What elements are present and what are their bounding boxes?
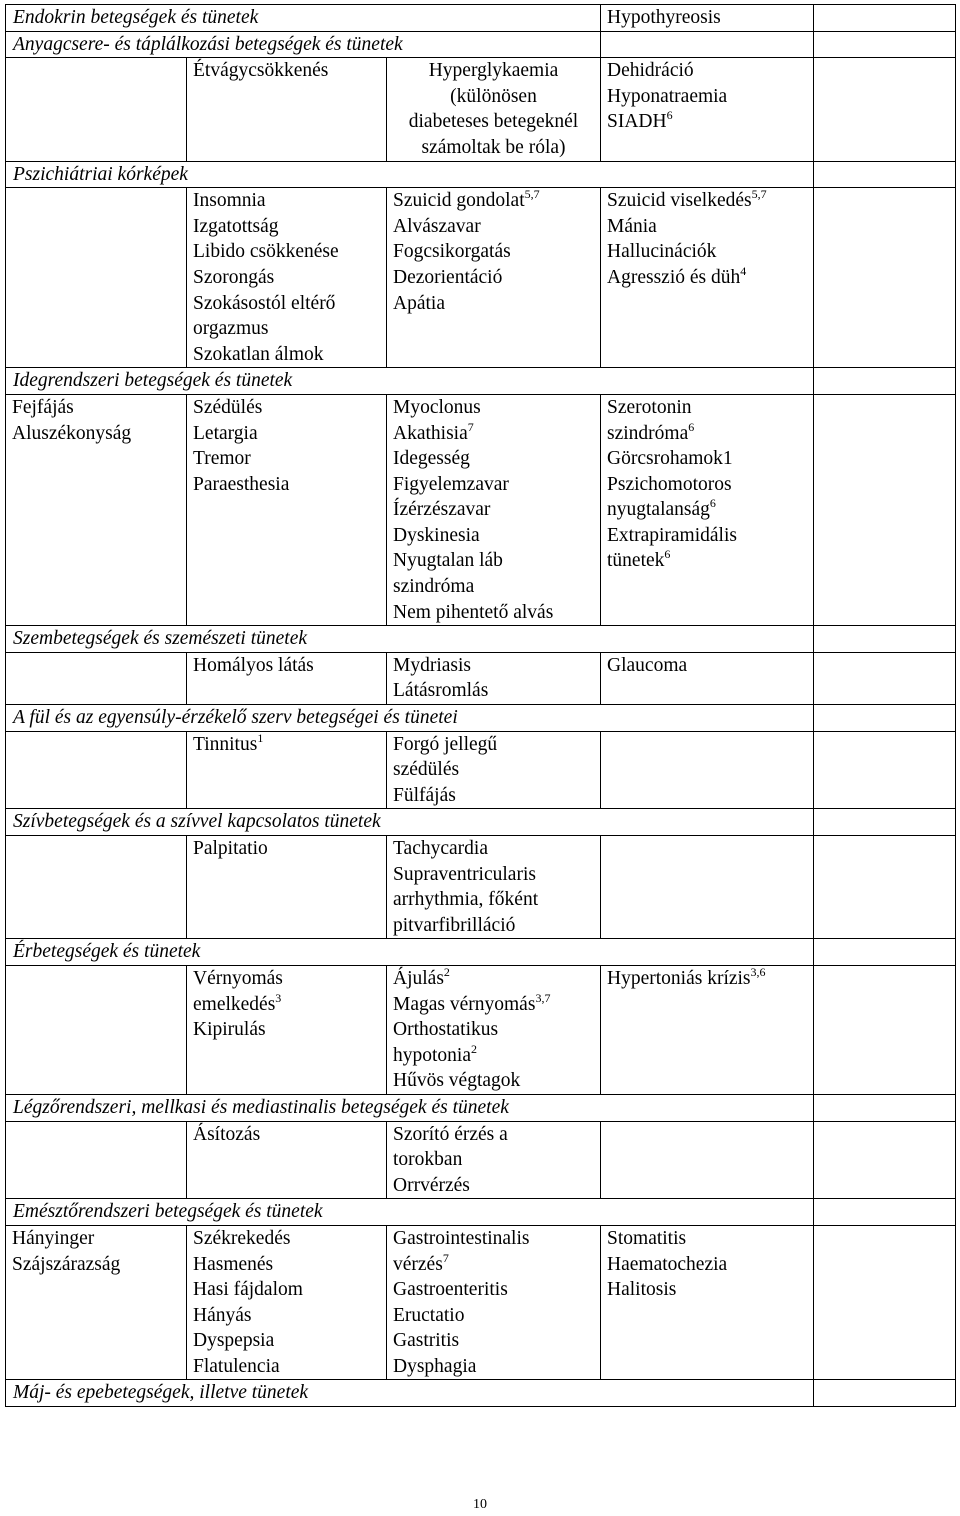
data-row (6, 58, 956, 161)
section-title: Emésztőrendszeri betegségek és tünetek (6, 1199, 814, 1226)
empty-cell (601, 31, 814, 58)
empty-cell (814, 394, 956, 625)
cell-col-1 (187, 652, 387, 704)
section-row (6, 161, 956, 188)
table-line (393, 1043, 594, 1069)
data-row (6, 731, 956, 809)
line-text: hypotonia (393, 1044, 471, 1066)
cell-col-2 (387, 965, 601, 1094)
data-row (6, 652, 956, 704)
table-line (393, 992, 594, 1018)
empty-cell (814, 368, 956, 395)
section-title: Endokrin betegségek és tünetek (6, 5, 601, 32)
table-line: Szerotonin (607, 396, 692, 418)
table-line (607, 421, 807, 447)
cell-col-0 (6, 836, 187, 939)
section-row (6, 705, 956, 732)
cell-col-1 (187, 731, 387, 809)
table-line: Étvágycsökkenés (193, 60, 329, 82)
table-line: Szorongás (193, 266, 275, 288)
section-title: Anyagcsere- és táplálkozási betegségek és tünetek (6, 31, 601, 58)
cell-col-3 (601, 1225, 814, 1380)
page-number: 10 (473, 1497, 487, 1512)
table-line: Paraesthesia (193, 473, 290, 495)
section-row (6, 809, 956, 836)
table-line (393, 421, 594, 447)
empty-cell (814, 31, 956, 58)
empty-cell (814, 1380, 956, 1407)
table-line: Fülfájás (393, 784, 456, 806)
table-line: Tremor (193, 448, 251, 470)
table-line: Szorító érzés a (393, 1123, 508, 1145)
cell-col-0 (6, 1121, 187, 1199)
table-line: Fejfájás (12, 396, 74, 418)
adverse-effects-table (5, 4, 956, 1407)
footnote-ref: 6 (688, 419, 695, 434)
empty-cell (814, 626, 956, 653)
line-text: SIADH (607, 111, 667, 133)
table-line: diabeteses betegeknél (408, 111, 579, 133)
table-line (607, 966, 807, 992)
table-line: Insomnia (193, 190, 266, 212)
footnote-ref: 2 (443, 964, 450, 979)
table-line: Figyelemzavar (393, 473, 509, 495)
table-line: Szokatlan álmok (193, 343, 324, 365)
table-line: Fogcsikorgatás (393, 241, 511, 263)
data-row (6, 836, 956, 939)
table-line: arrhythmia, főként (393, 889, 539, 911)
line-text: emelkedés (193, 993, 276, 1015)
line-text: Akathisia (393, 422, 468, 444)
footnote-ref: 5,7 (751, 187, 767, 202)
empty-cell (814, 161, 956, 188)
line-text: nyugtalanság (607, 499, 710, 521)
table-line: Dyskinesia (393, 524, 480, 546)
table-line: (különösen (450, 85, 537, 107)
empty-cell (814, 705, 956, 732)
footnote-ref: 6 (666, 108, 673, 123)
table-line: Görcsrohamok1 (607, 448, 733, 470)
table-line: Gastritis (393, 1330, 460, 1352)
empty-cell (814, 1199, 956, 1226)
line-text: szindróma (607, 422, 689, 444)
table-line: Kipirulás (193, 1019, 266, 1041)
empty-cell (814, 1225, 956, 1380)
table-line: Hyponatraemia (607, 85, 728, 107)
table-line (607, 265, 807, 291)
section-row (6, 939, 956, 966)
section-row (6, 1199, 956, 1226)
footnote-ref: 5,7 (524, 187, 540, 202)
footnote-ref: 7 (467, 419, 474, 434)
footnote-ref: 3,6 (750, 964, 766, 979)
table-line: Letargia (193, 422, 258, 444)
line-text: Ájulás (393, 967, 444, 989)
table-line: Libido csökkenése (193, 241, 339, 263)
section-row (6, 368, 956, 395)
cell-col-3 (601, 652, 814, 704)
table-line (393, 188, 594, 214)
line-text: Szuicid gondolat (393, 190, 525, 212)
line-text: Tinnitus (193, 733, 258, 755)
footnote-ref: 6 (664, 547, 671, 562)
cell-col-0 (6, 1225, 187, 1380)
cell-col-3 (601, 394, 814, 625)
table-line: Aluszékonyság (12, 422, 132, 444)
table-line: Eructatio (393, 1304, 465, 1326)
data-row (6, 188, 956, 368)
cell-col-3 (601, 731, 814, 809)
data-row (6, 394, 956, 625)
table-line: Orthostatikus (393, 1019, 499, 1041)
cell-col-2 (387, 394, 601, 625)
footnote-ref: 3 (275, 990, 282, 1005)
table-line (607, 497, 807, 523)
table-line (393, 1252, 594, 1278)
section-row (6, 31, 956, 58)
table-line: Izgatottság (193, 215, 279, 237)
table-line: Orrvérzés (393, 1174, 470, 1196)
cell-col-0 (6, 394, 187, 625)
line-text: tünetek (607, 550, 665, 572)
cell-col-1 (187, 1225, 387, 1380)
empty-cell (814, 731, 956, 809)
cell-col-0 (6, 731, 187, 809)
empty-cell (814, 188, 956, 368)
table-line: Nyugtalan láb (393, 550, 503, 572)
cell-col-3 (601, 965, 814, 1094)
data-row (6, 1121, 956, 1199)
table-line (393, 966, 594, 992)
hypothyreosis-header: Hypothyreosis (607, 7, 721, 28)
empty-cell (814, 1094, 956, 1121)
cell-col-2 (387, 652, 601, 704)
table-line: Szédülés (193, 396, 263, 418)
table-line: szindróma (393, 576, 475, 598)
table-line: Hányinger (12, 1227, 95, 1249)
table-line: Homályos látás (193, 654, 314, 676)
table-line: Alvászavar (393, 215, 481, 237)
cell-col-2 (387, 1225, 601, 1380)
footnote-ref: 1 (257, 730, 264, 745)
cell-col-2 (387, 58, 601, 161)
table-line: Dyspepsia (193, 1330, 275, 1352)
empty-cell (814, 809, 956, 836)
table-line: Pszichomotoros (607, 473, 732, 495)
cell-col-3 (601, 1121, 814, 1199)
data-row (6, 1225, 956, 1380)
line-text: vérzés (393, 1253, 443, 1275)
empty-cell (814, 652, 956, 704)
table-line: szédülés (393, 759, 460, 781)
table-line: Tachycardia (393, 838, 488, 859)
section-title: Máj- és epebetegségek, illetve tünetek (6, 1380, 814, 1407)
table-line: Mydriasis (393, 654, 471, 676)
table-line: Székrekedés (193, 1227, 291, 1249)
cell-col-3 (601, 188, 814, 368)
table-line: Szokásostól eltérő (193, 292, 336, 314)
table-line: Supraventricularis (393, 863, 536, 885)
footnote-ref: 6 (709, 496, 716, 511)
cell-col-3 (601, 58, 814, 161)
table-line: pitvarfibrilláció (393, 914, 516, 936)
table-line: Hasmenés (193, 1253, 274, 1275)
cell-col-3 (601, 836, 814, 939)
section-row (6, 5, 956, 32)
section-row (6, 626, 956, 653)
line-text: Hypertoniás krízis (607, 967, 751, 989)
cell-col-0 (6, 652, 187, 704)
table-line: Idegesség (393, 448, 470, 470)
empty-cell (814, 58, 956, 161)
cell-col-0 (6, 965, 187, 1094)
table-line: Hányás (193, 1304, 252, 1326)
table-line: Hasi fájdalom (193, 1279, 303, 1301)
table-line: számoltak be róla) (421, 136, 566, 158)
section-title: Légzőrendszeri, mellkasi és mediastinalis betegségek és tünetek (6, 1094, 814, 1121)
table-line: Apátia (393, 292, 445, 314)
line-text: Agresszió és düh (607, 266, 741, 288)
footnote-ref: 2 (471, 1041, 477, 1056)
empty-cell (814, 836, 956, 939)
table-line: Haematochezia (607, 1253, 728, 1275)
table-line: Halitosis (607, 1279, 677, 1301)
table-line: Glaucoma (607, 654, 688, 676)
section-title: Szívbetegségek és a szívvel kapcsolatos tünetek (6, 809, 814, 836)
cell-col-1 (187, 58, 387, 161)
table-line: Forgó jellegű (393, 733, 498, 755)
table-line (193, 732, 380, 758)
section-title: A fül és az egyensúly-érzékelő szerv betegségei és tünetei (6, 705, 814, 732)
table-line: Hyperglykaemia (428, 60, 559, 82)
empty-cell (814, 939, 956, 966)
cell-col-2 (387, 836, 601, 939)
empty-cell (814, 1121, 956, 1199)
cell-col-1 (187, 188, 387, 368)
cell-col-2 (387, 731, 601, 809)
table-line: Myoclonus (393, 396, 481, 418)
table-line: Hallucinációk (607, 241, 717, 263)
section-title: Pszichiátriai kórképek (6, 161, 814, 188)
table-line: Nem pihentető alvás (393, 601, 554, 623)
section-row (6, 1380, 956, 1407)
table-line: torokban (393, 1149, 463, 1171)
section-title: Szembetegségek és szemészeti tünetek (6, 626, 814, 653)
cell-col-1 (187, 965, 387, 1094)
cell-col-0 (6, 188, 187, 368)
table-line: Vérnyomás (193, 967, 283, 989)
table-line: Flatulencia (193, 1355, 280, 1377)
table-line: Látásromlás (393, 680, 489, 702)
section-title: Érbetegségek és tünetek (6, 939, 814, 966)
table-line: Gastrointestinalis (393, 1227, 530, 1249)
cell-col-0 (6, 58, 187, 161)
hypo-header-cell (601, 5, 814, 32)
table-line (607, 188, 807, 214)
line-text: Szuicid viselkedés (607, 190, 752, 212)
table-line: Dezorientáció (393, 266, 503, 288)
empty-cell (814, 5, 956, 32)
table-line: Stomatitis (607, 1227, 687, 1249)
table-line: Szájszárazság (12, 1253, 121, 1275)
table-line: Mánia (607, 215, 657, 237)
table-body (6, 5, 956, 1407)
empty-cell (814, 965, 956, 1094)
table-line: orgazmus (193, 318, 269, 340)
section-title: Idegrendszeri betegségek és tünetek (6, 368, 814, 395)
footnote-ref: 4 (740, 263, 747, 278)
table-line: Gastroenteritis (393, 1279, 508, 1301)
cell-col-1 (187, 836, 387, 939)
footnote-ref: 7 (442, 1250, 449, 1265)
table-line: Extrapiramidális (607, 524, 737, 546)
cell-col-2 (387, 188, 601, 368)
table-line: Dehidráció (607, 60, 694, 82)
table-line: Dysphagia (393, 1355, 477, 1377)
table-line (607, 109, 807, 135)
table-line (607, 548, 807, 574)
cell-col-1 (187, 1121, 387, 1199)
data-row (6, 965, 956, 1094)
table-line: Palpitatio (193, 838, 268, 859)
table-line: Ízérzészavar (393, 499, 491, 521)
table-line (193, 992, 380, 1018)
table-line: Hűvös végtagok (393, 1070, 521, 1092)
section-row (6, 1094, 956, 1121)
cell-col-2 (387, 1121, 601, 1199)
cell-col-1 (187, 394, 387, 625)
footnote-ref: 3,7 (535, 990, 551, 1005)
table-line: Ásítozás (193, 1123, 261, 1145)
line-text: Magas vérnyomás (393, 993, 536, 1015)
